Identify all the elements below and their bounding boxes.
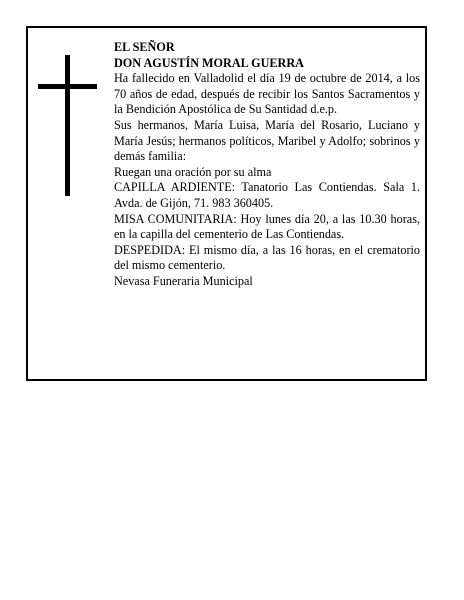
deceased-name: DON AGUSTÍN MORAL GUERRA	[114, 55, 304, 70]
farewell-details: DESPEDIDA: El mismo día, a las 16 horas, en el crematorio del mismo cementerio.	[114, 242, 420, 273]
funeral-home: Nevasa Funeraria Municipal	[114, 273, 253, 288]
chapel-details: CAPILLA ARDIENTE: Tanatorio Las Contiendas. Sala 1. Avda. de Gijón, 71. 983 360405.	[114, 180, 420, 210]
obituary-text	[114, 40, 420, 290]
family-members: Sus hermanos, María Luisa, María del Rosario, Luciano y María Jesús; hermanos políticos, Maribel y Adolfo; sobrinos y demás familia:	[114, 117, 420, 164]
deceased-title: EL SEÑOR	[114, 40, 175, 54]
death-announcement: Ha fallecido en Valladolid el día 19 de octubre de 2014, a los 70 años de edad, después de recibir los Santos Sacramentos y la Bendición Apostólica de Su Santidad d.e.p.	[114, 71, 420, 117]
cross-horizontal-bar	[38, 84, 97, 89]
mass-details: MISA COMUNITARIA: Hoy lunes día 20, a las 10.30 horas, en la capilla del cementerio de Las Contiendas.	[114, 211, 420, 242]
prayer-request: Ruegan una oración por su alma	[114, 164, 272, 179]
cross-vertical-bar	[65, 55, 70, 196]
cross-icon	[38, 55, 97, 196]
